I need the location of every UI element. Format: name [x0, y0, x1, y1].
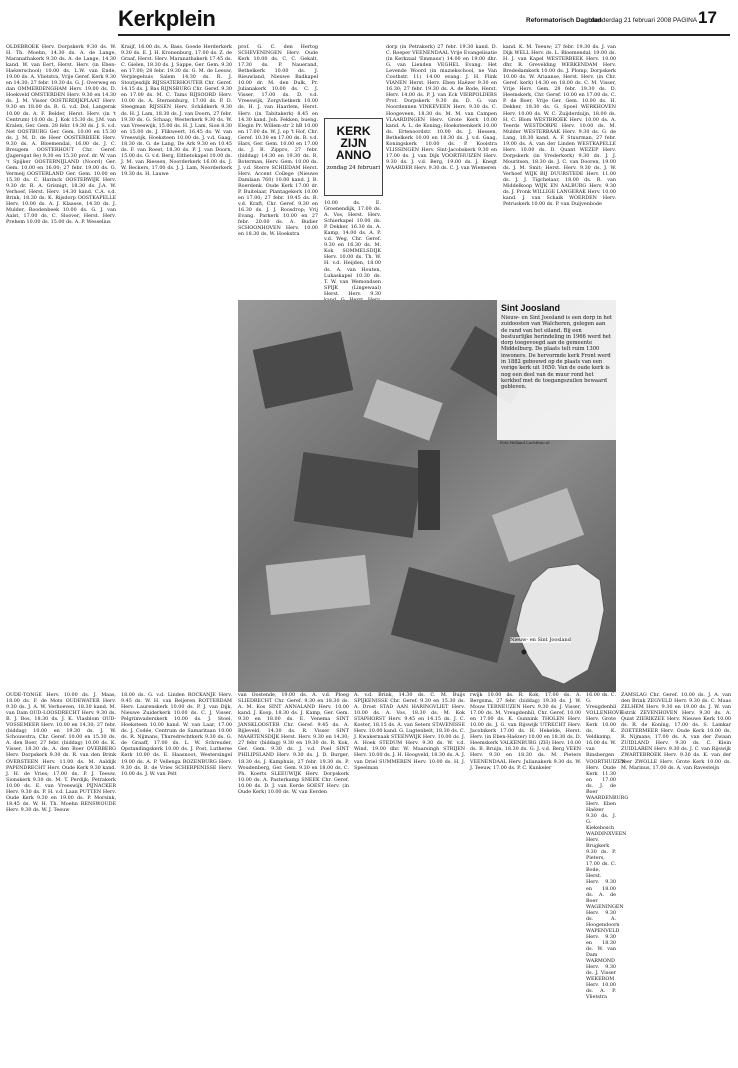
column-lower-6 [586, 692, 629, 1064]
column-lower-2 [121, 692, 232, 1064]
listing-text: OUDE-TONGE Herv. 10.00 ds. J. Maas, 18.00 ds. F. de Mots OUDEWATER Herv. 9.30 ds. J. A. W. Verhoeven, 18.30 kand. M. van Dam OUD-LOOSDRECHT Herv. 9.30 ds. B. J. Bos, 18.30 ds. J. K. Vlasblom OUD-VOSSEMEER Herv. 10.00 en 14.30; 27 febr. (biddag) 10.00 en 19.30 ds. J. W. Schouwstra, Chr. Geref. 10.00 en 15.30 ds. A. den Boer, 27 febr. (biddag) 10.00 ds. K. Visser, 18.30 ds. A. den Boer OVERBERG Herv. Dorpskerk 9.30 ds. R. van den Brink OVERSTEEN Herv. 11.00 ds. M. Aaldijk PAPENDRECHT Herv. Oude Kerk 9.30 kand. J. H. de Vries; 17.00 ds. P. J. Teeuw, Sionskerk 9.30 ds. M. T. Perdijk; Petrakerk 10.00 ds. E. van Vreeswijk PIJNACKER Herv. 9.30 ds. P. H. v.d. Laan PUTTEN Herv. Oude Kerk 9.30 en 19.00 ds. P. Morsink, 18.45 ds. W. H. Th. Moehn RENSWOUDE Herv. 9.30 ds. W. J. Teeuw [6, 692, 116, 813]
netherlands-map [508, 560, 612, 688]
advert-title: KERK ZIJN ANNO [335, 124, 372, 162]
listing-text: dorp (in Petrakerk) 27 febr. 19.30 kand. D. C. Roeper VEENENDAAL Vrije Evangelisatie (in Kerkzaal 'Emmaus') 14.00 en 19.00 dhr. G. van Lienden VEGHEL Evang. Het Levende Woord (in muziekschool, ne Van Coothstr. 11) 14.00 evang. J. H. Flink VIANEN Herst. Herv. Eben Haëzer 9.30 en 16.30; 27 febr. 19.30 ds. A. de Bode, Herst. Herv. 14.00 ds. P. J. van Eck VIERPOLDERS Prot. Dorpskerk 9.30 ds. D. G. van Noordennen VINKEVEEN Herv. 9.30 ds. C. Hoogeveen, 18.30 ds. M. M. van Campen VLAARDINGEN Herv. Grote Kerk 10.00 kand. A. L. de Koning; Hoeksteenkerk 10.00 ds. Ertenoordstr. 10.00 ds. J. Hessen, Bethelkerk 10.00 en 18.30 ds. J. v.d. Gaag, Koningskerk 10.00 ds. P. Koolstra VLISSINGEN Herv. Sint-Jacobskerk 9.30 en 17.00 ds. J. van Dijk VOORTHUIZEN Herv. 9.30 ds. J. v.d. Berg, 19.00 ds. J. Knegt WAARDER Herv. 9.30 ds. C. J. van Wiemeren [386, 44, 497, 171]
listing-text: A. v.d. Brink, 14.30 ds. C. M. Buijs SPIJKENISSE Chr. Geref. 9.30 en 15.30 ds. A. Drost STAD AAN HARINGVLIET Herv. 10.00 ds. A. Vos, 18.30 ds. M. Kok STAPHORST Herv. 9.45 en 14.15 ds. J. C. Koster, 18.15 ds. A. van Seters STAVENISSE Herv. 10.00 kand. G. Lugtenbelt, 18.30 ds. C. J. Kwakernaak STEENWIJK Herv. 10.00 ds. J. A. Hoek STEDUM Herv. 9.30 ds. W. v.d. Wind, 19.00 dhr. W. Maarsingh STRIJEN Herv. 10.00 ds. J. H. Hoogveld, 18.30 ds. A. J. van Driel SUMMEREN Herv. 10.00 ds. H. J. Speelman [354, 692, 466, 771]
column-7 [621, 44, 731, 686]
listing-text: 10.00 ds. E. Groenendijk, 17.00 ds. A. Vos, Herst. Herv. Schierkapel 10.00 ds. P. Dekker, 16.30 ds. A. Kamp, 14.00 ds. A. P. v.d. Weg, Chr. Geref. 9.30 en 16.30 ds. M. Kok SOMMELSDIJK Herv. 10.00 ds. Th. W. H. v.d. Heijden, 18.00 ds. A. van Houten, Lukaskapel 10.30 ds. T. W. van Wemondsen SPIJK (Lingewaal) Herst. Herv. 9.30 [324, 200, 381, 297]
feature-text: Nieuw- en Sint Joosland is een dorp in het zuidoosten van Walcheren, gelegen aan de rand van het eiland. Bij een bestuurlijke herindeling in 1966 werd het dorp toegevoegd aan de gemeente Middelburg. De plaats telt ruim 1300 inwoners. De hervormde kerk Front werd in 1882 gebouwd op de plaats van een vorige kerk uit 1650. Van de oude kerk is nog een deel van de muur rond het kerkhof met de toegangszuilen bewaard gebleven. [501, 315, 612, 391]
column-4 [324, 200, 381, 298]
column-lower-4 [354, 692, 465, 1064]
column-3 [238, 44, 318, 254]
column-5 [386, 44, 497, 299]
listing-text: van Oostende, 19.00 ds. A. v.d. Ploeg SLIEDRECHT Chr. Geref. 9.30 en 18.30 ds. A. M. Kos SINT ANNALAND Herv. 10.00 kand. J. Koop, 18.30 ds. J. Kamp, Ger. Gem. 9.30 en 18.00 ds. E. Venema SINT JANSKLOOSTER Chr. Geref. 9.45 ds. A. Bijleveld, 14.30 ds. R. Visser SINT MAARTENSDIJK Herst. Herv. 9.30 en 14.30; 27 febr. (biddag) 9.30 en 19.30 ds. R. Kok, Ger. Gem. 9.30 ds. J. v.d. Poel SINT PHILIPSLAND Herv. 9.30 ds. J. D. Burger, 18.30 ds. J. Kamphuis, 27 febr. 19.30 ds. P. Woudenberg, Ger. Gem. 9.30 en 18.00 ds. C. Ph. Koerts SLEEUWIJK Herv. Dorpskerk 10.00 ds. A. Pasterkamp SNEEK Chr. Geref. 10.00 ds. D. J. van Eerde SOEST Herv. (in Oude Kerk) 10.00 ds. W. van Eerden [238, 692, 349, 795]
page-number: 17 [698, 8, 717, 27]
advertisement [324, 118, 383, 196]
column-lower-5 [470, 692, 581, 1064]
column-lower-7 [621, 692, 731, 1064]
column-6 [503, 44, 616, 299]
map-label: Nieuw- en Sint Joosland [510, 637, 571, 643]
listing-text: kand. K. M. Teeuw; 27 febr. 19.30 ds. J. van Dijk WELL Herv. ds. L. Bloemendal, 19.00 ds. H. J. van Kapel WESTERBEEK Herv. 10.00 dhr. R. Grevelding WERKENDAM Herv. Brededamkerk 10.00 ds. J. Plomp, Dorpskerk 10.00 ds. W. Ariaanse, Herst. Herv. (in Chr. Geref. kerk) 14.30 en 18.00 ds. C. M. Visser, Vrije Herv. Gem. 28 febr. 19.30 ds. D. Heemskerk, Chr. Geref. 10.00 en 17.00 ds. C. P. de Boer, Vrije Ger. Gem. 10.00 ds. H. Dekker, 18.30 ds. G. Spoel WERKHOVEN Herv. 10.00 ds. W. C. Zuijderduijn, 18.00 ds. H. C. Blom WESTBROEK Herv. 10.00 ds. A. Teerds WESTDORPE Herv. 10.00 ds. M. Mulder WESTERBAAK Herv. 9.30 ds. G. de Lang, 18.30 kand. A. F. Stuurman, 27 febr. 19.00 ds. A. van der Linden WESTKAPELLE Herv. 10.00 ds. D. Quant WEZEP Herv. Dorpskerk (in Vrederkerk) 9.30 ds. J. J. Mouritsen, 18.30 ds. J. C. van Dooren, 19.00 ds. J. M. Smit; Herst. Herv. 9.30 ds. J. W. Verhoef WIJK BIJ DUURSTEDE Herv. 11.00 ds. J. J. Tigchelaar, 18.00 ds. R. van Middelkoop WIJK EN AALBURG Herv. 9.30 ds. J. Pronk WILLIGE LANGERAK Herv. 10.00 kand. J. van Schaik WOERDEN Herv. Petruskerk 10.00 ds. P. van Duijvenbode [503, 44, 616, 208]
header-rule [118, 34, 730, 36]
advert-date: zondag 24 februari [326, 165, 381, 171]
listing-text: prof. G. C. den Hertog SCHEVENINGEN Herv. Oude Kerk 10.00 ds. C. C. Gekalt, 17.30 ds. P. Nauerand, Bethelkerk 10.00 ds. J. Rieuwland, Nieuwe Badkapel 10.00 dr. M. den Dulk, Pr. Julianakerk 10.00 ds. C. J. Visser, 17.00 ds. D. v.d. Vreeswijk, Zorgvlietkerk 10.00 ds. H. J. van Haarlem, Herst. Herv. (in Tabitakerk) 8.45 en 14.30 kand. Joh. Fekken, bueng. Elegin Pr. Willem-str 2 hB 10.00 en 17.00 ds. W. J. op 't Hof, Chr. Geref. 10.30 en 17.00 ds. R. v.d. Hars, Ger. Gem. 10.00 en 17.00 ds. J. B. Zippro, 27 febr. (biddag) 14.30 en 19.30 ds. R. Boterman, Herv. Gem. 10.00 ds. J. v.d. Sterre SCHIEDAM Herst. Herv. Accent College (Nieuwe Damlaan 760) 10.00 kand. J. B. Roerdenk. Oude Kerk 17.00 dr. P. Buitelaar, Plantagekerk 10.00 en 17.00; 27 febr. 19.45 ds. B. v.d. Kraft, Chr. Geref. 9.30 en 16.30 ds. J. J. Roosdrop; Vrij Evang. Parkerk 10.00 en 27 febr. 20.00 ds. A. Budier SCHOONHOVEN Herv. 10.00 en 18.30 ds. W. Hoekstra [238, 44, 318, 238]
column-lower-1 [6, 692, 116, 1064]
listing-text: ZAMSLAG Chr. Geref. 10.00 ds. J. A. van den Brink ZEGVELD Herv. 9.30 ds. C. Maas ZELHEM Herv. 9.30 en 19.00 ds. J. W. van Estrik ZEVENHOVEN Herv. 9.30 ds. A. Quist ZIERIKZEE Herv. Nieuwe Kerk 10.00 ds. R. de Koning, 17.00 ds. S. Lamkar ZOETERMEER Herv. Oude Kerk 10.00 ds. R. Nijmans, 17.00 ds. A. van der Zwaan ZUIDLAND Herv. 9.30 ds. C. Klein ZUIDLAREN Herv. 9.30 ds. J. C. van Rijswijk ZWARTEBROEK Herv. 9.30 ds. K. van der Veer ZWOLLE Herv. Grote Kerk 10.00 ds. M. Marinus, 17.00 ds. A. van Ravesteijn [621, 692, 731, 771]
page-header [118, 6, 730, 36]
newspaper-name: Reformatorisch Dagblad [526, 17, 602, 24]
listing-text: Kraijf, 16.00 ds. A. Bass. Goede Herderkerk 9.30 ds. E. J. H. Kronenburg, 17.00 ds. Z. de Graaf, Herst. Herv. Maranathakerk 17.45 ds. C. Gielen, 18.30 ds. J. Sappe, Ger. Gem. 9.30 en 17.00; 28 febr. 19.30 ds. G. M. de Leeuw, Verplegehuis Salem 14.30 ds. R. J. Stoutjesdijk RIJSSATERHOUTER Chr. Geref. 14.15 ds. J. Bas RIJNSBURG Chr. Geref. 9.30 en 17.00 ds. M. C. Tams RIJSOORD Herv. 10.00 ds. A. Sternenburg, 17.00 ds. P. D. Steegman RIJSSEN Herv. Schildkerk 9.30 ds. H. J. Lam, 18.30 ds. J. van Doorn, 27 febr. 19.30 ds. G. Schaap, Westerkerk 9.30 ds. W. van Vreeswijk, 15.00 ds. H. J. Lam, Sion 8.30 en 15.00 ds. J. Flikweert, 16.45 ds. W. van Vreeswijk, Hoeksteen 10.00 ds. J. v.d. Gaag, 18.30 ds. G. de Lang, De Ark 9.30 en 10.45 ds. F. van Roest, 18.30 ds. P. J. van Doorn, 15.00 ds. G. v.d. Berg, Elthetokapel 10.00 ds. J. M. van Riessen, Noorderkerk 16.00 ds. J. W. Beckers, 17.00 ds. J. J. Lam, Noorderkerk 19.30 ds. H. Lauwe [121, 44, 232, 177]
feature-box [497, 300, 616, 440]
listing-text: rwijk 10.00 ds. R. Kok, 17.00 ds. A. Bergsma, 27 febr. (biddag) 19.30 ds. J. W. Mouw TERNEUZEN Herv. 9.30 ds. J. Visser, 17.00 ds. M. Vreugdenhil, Chr. Geref. 10.00 en 17.00 ds. K. Gunnink THOLEN Herv. 10.00 ds. J. G. van Rijswijk UTRECHT Herv. Jacobikerk 17.00 ds. H. Hekelde, Herst. Herv. (in Eben-Haëzer) 10.00 en 18.30 ds. D. Heemskerk VALKENBURG (ZH) Herv. 10.00 ds. B. Bruijn, 18.30 ds. G. J. v.d. Berg VEEN Herv. 9.30 en 18.30 ds. M. Pieters VEENENDAAL Herv. Julianakerk 9.30 ds. W. J. Teeuw, 17.00 ds. P. C. Kunkeler [470, 692, 581, 771]
column-2 [121, 44, 232, 299]
section-title: Kerkplein [118, 6, 216, 31]
location-marker [522, 650, 527, 655]
listing-text: 16.00 ds. C. G. Vreugdenhil VOLLENHOVE Herv. Grote Kerk 10.00 ds. K. Veldkamp, 16.00 ds. W. van Binsbergen VOORTHUIZEN Herv. Oude Kerk 11.30 en 17.00 ds. J. de Boer WAARDENBURG Herv. Eben Haëzer 9.30 ds. J. G. Kiekebosch WADDINXVEEN Herv. Brugkerk 9.30 ds. P. Pieters, 17.00 ds. C. Bode, Herst. Herv. 9.30 en 18.00 ds. A. de Boer WAGENINGEN Herv. 9.30 ds. A. Hoogendoorn WAPENVELD Herv. 9.30 en 18.30 ds. W. van Dam WARMOND Herv. 9.30 ds. J. Visser WEKEROM Herv. 10.00 ds. A. P. Vlietstra [586, 692, 629, 1001]
listing-text: OLDEBROEK Herv. Dorpskerk 9.30 ds. W. H. Th. Moehn, 14.30 ds. A. de Lange, Maranathakerk 9.30 ds. A. de Lange, 14.30 kand. W. van Eert, Herst. Herv. (in Eben-Haëzerschool) 10.00 ds. L.W. van Ende, 19.00 ds. A. Vlietstra, Vrije Geref. Kerk 9.30 en 14.30; 27 febr. 19.30 ds. G. J. Overweg en dan OMMERDENGHAM Herv. 19.00 ds. D. Hoekveld OMSTERDEN Herv. 9.30 en 14.30 ds. J. M. Visser OOSTERDIJKPLAAT Herv. 9.30 en 18.00 ds. R. G. v.d. Dol, Langerak 10.00 ds. A. F. Belder, Herst. Herv. (in 't Centrum) 10.00 ds. J. Kok 15.30 ds. J.M. van Kralen, Ger. Gem. 28 febr. 19.30 ds. J. S. v.d. Net OOSTBURG Ger. Gem. 10.00 en 15.30 ds. J. M. D. de Heer OOSTERBEEK Herv. 9.30 ds. A. Bloemendal, 16.00 ds. J. C. Breugem OOSTERHOUT Chr. Geref. (Jagersgat 8e) 9.30 en 15.30 prof. dr. W. van 't Spijker OOSTERNIJLAND (Noord) Ger. Gem. 10.00 en 16.00; 27 febr. 19.00 ds. G. Vermeij OOSTERLAND Ger. Gem. 10.00 en 15.30 ds. C. Harinck OOSTERWIJK Herv. 9.30 dr. R. A. Grisnigt, 18.30 ds. J.A. W. Verhoef, Herst. Herv. 14.30 kand. C.A. v.d. Brink, 18.30 ds. K. Rijsdorp OOSTKAPELLE Herv. 10.00 ds. A. J. Klaasse, 14.30 ds. J. Mulder, Roodenbeek 10.00 ds. G. J. van Aalst, 17.00 ds. C. Sloover, Herst. Herv. Prehem 10.00 ds. 15.00 ds. A. P. Wesselius [6, 44, 116, 226]
feature-heading: Sint Joosland [501, 303, 561, 313]
column-1 [6, 44, 116, 686]
column-lower-3 [238, 692, 349, 1064]
page-date: donderdag 21 februari 2008 PAGINA [591, 17, 698, 24]
photo-credit: Foto Holland Luchtfoto nl [500, 440, 550, 445]
listing-text: 18.00 ds. G. v.d. Linden ROCKANJE Herv. 9.45 ds. W. H. van Beijeren ROTTERDAM Herv. Laurenskerk 10.00 ds. P. J. van Dijk, Nieuwe Zuiderkerk 10.00 ds. C. J. Visser, Pelgrimvaderskerk 10.00 ds. J. Stoel, Hoeksteen 10.00 kand. W. van Laar, 17.00 ds. J. Codée, Centrum de Samaritaan 10.00 ds. R. Nijmans, Thuredrechtkerk 9.30 ds. G. de Graaff, 17.00 ds. L. W. Schreuder, Opstandingskerk 10.00 ds. J. Post, Lutherse Kerk 10.00 ds. E. Haasnoot, Westersingel 19.00 ds. A. P. Vellenga ROZENBURG Herv. 9.30 ds. B. de Vries SCHERPENISSE Herv. 10.00 ds. J. W. van Pelt [121, 692, 232, 777]
